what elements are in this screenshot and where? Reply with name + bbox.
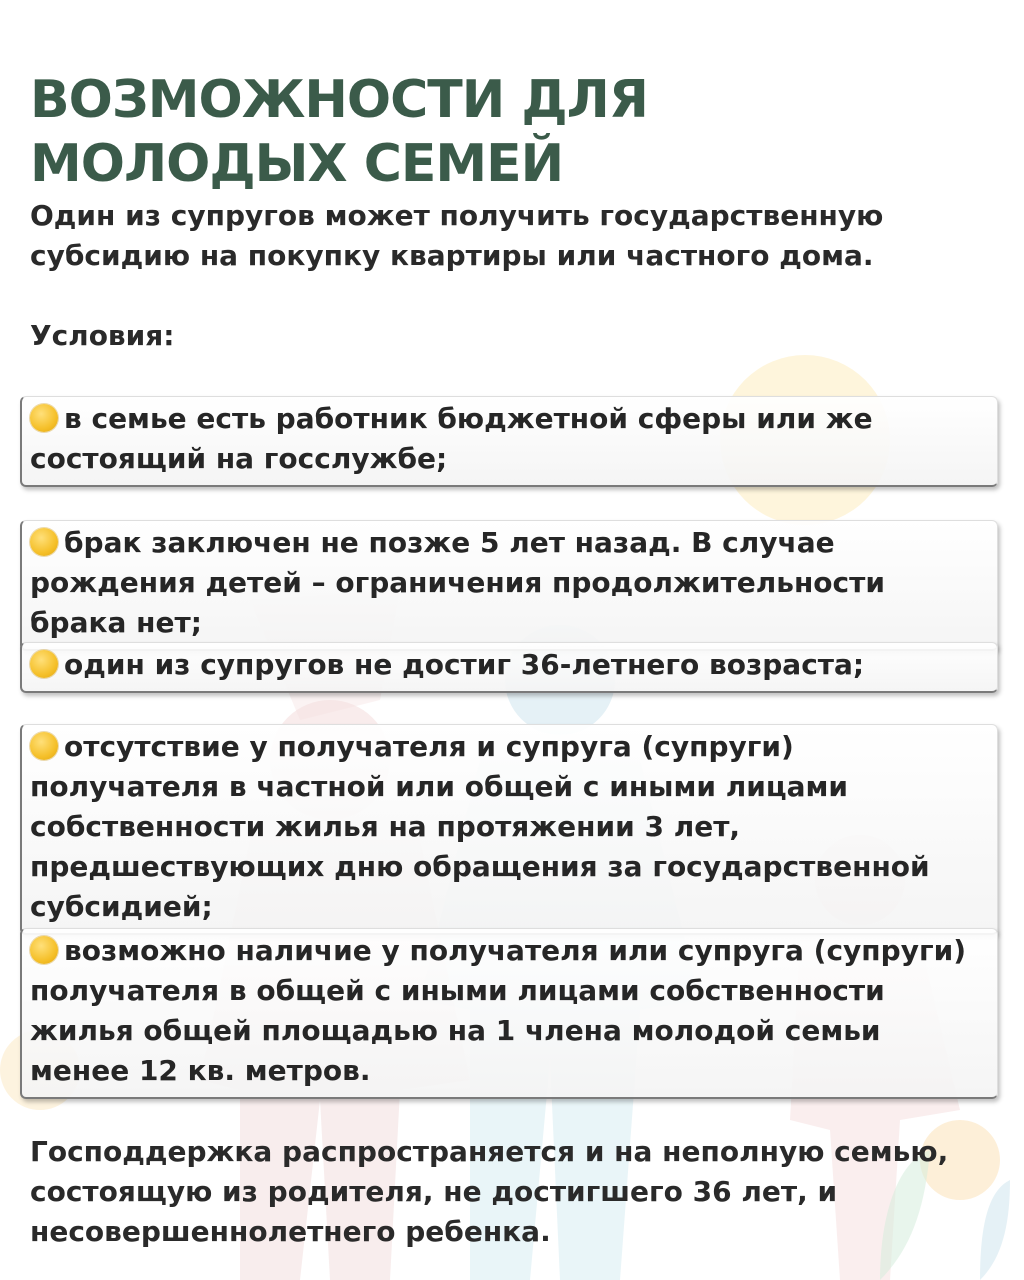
page-title: ВОЗМОЖНОСТИ ДЛЯ МОЛОДЫХ СЕМЕЙ bbox=[30, 70, 648, 194]
condition-text: отсутствие у получателя и супруга (супруги) получателя в частной или общей с иными лицами собственности жилья на протяжении 3 лет, предшествующих дню обращения за государственной субсидией; bbox=[30, 730, 930, 923]
condition-text: брак заключен не позже 5 лет назад. В случае рождения детей – ограничения продолжительности брака нет; bbox=[30, 526, 885, 639]
condition-text: возможно наличие у получателя или супруга (супруги) получателя в общей с иными лицами собственности жилья общей площадью на 1 члена молодой семьи менее 12 кв. метров. bbox=[30, 934, 966, 1087]
subtitle-text: Один из супругов может получить государственную субсидию на покупку квартиры или частного дома. bbox=[30, 199, 884, 272]
yellow-circle-icon bbox=[30, 404, 58, 432]
footer-text: Господдержка распространяется и на неполную семью, состоящую из родителя, не достигшего 36 лет, и несовершеннолетнего ребенка. bbox=[30, 1135, 949, 1248]
yellow-circle-icon bbox=[30, 650, 58, 678]
condition-text: в семье есть работник бюджетной сферы или же состоящий на госслужбе; bbox=[30, 402, 873, 475]
condition-card bbox=[20, 396, 998, 487]
conditions-heading: Условия: bbox=[30, 319, 175, 352]
yellow-circle-icon bbox=[30, 936, 58, 964]
yellow-circle-icon bbox=[30, 732, 58, 760]
yellow-circle-icon bbox=[30, 528, 58, 556]
condition-text: один из супругов не достиг 36-летнего возраста; bbox=[64, 648, 865, 681]
condition-card bbox=[20, 724, 998, 935]
condition-card bbox=[20, 928, 998, 1099]
condition-card bbox=[20, 642, 998, 693]
condition-card bbox=[20, 520, 998, 651]
